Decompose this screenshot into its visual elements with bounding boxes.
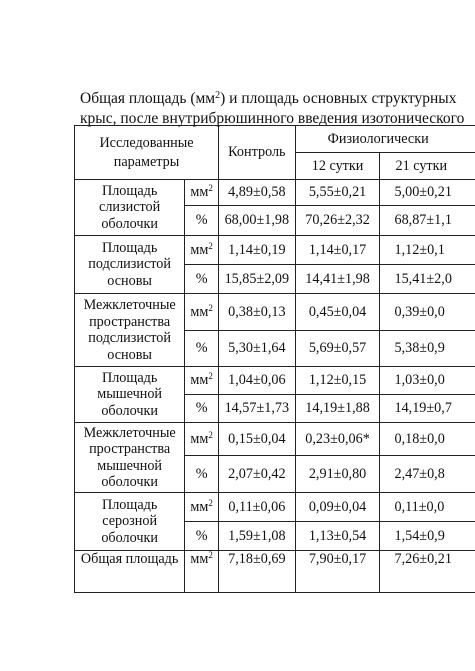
day21-value: 2,47±0,8 [380, 456, 475, 493]
day12-value: 0,23±0,06* [295, 423, 380, 456]
day21-value: 14,19±0,7 [380, 395, 475, 423]
day21-value: 5,00±0,21 [380, 180, 475, 206]
control-value: 0,38±0,13 [219, 294, 296, 331]
control-value: 0,15±0,04 [219, 423, 296, 456]
param-label: Площадь слизистой оболочки [75, 180, 185, 236]
day21-value: 0,39±0,0 [380, 294, 475, 331]
unit-cell: % [185, 522, 219, 551]
unit-cell: % [185, 456, 219, 493]
day21-value: 1,54±0,9 [380, 522, 475, 551]
day12-value: 1,14±0,17 [295, 236, 380, 265]
header-day-12: 12 сутки [295, 153, 380, 180]
control-value: 1,59±1,08 [219, 522, 296, 551]
control-value: 1,14±0,19 [219, 236, 296, 265]
param-label: Общая площадь [75, 551, 185, 593]
header-group: Физиологически [295, 126, 475, 153]
header-control: Контроль [219, 126, 296, 180]
control-value: 14,57±1,73 [219, 395, 296, 423]
day12-value: 0,09±0,04 [295, 493, 380, 522]
header-day-21: 21 сутки [380, 153, 475, 180]
day21-value: 7,26±0,21 [380, 551, 475, 593]
day12-value: 7,90±0,17 [295, 551, 380, 593]
unit-cell: $мм^2$ [185, 423, 219, 456]
control-value: 4,89±0,58 [219, 180, 296, 206]
control-value: 2,07±0,42 [219, 456, 296, 493]
day12-value: 1,13±0,54 [295, 522, 380, 551]
table-row [75, 551, 475, 593]
unit-cell: $мм^2$ [185, 551, 219, 593]
day21-value: 0,18±0,0 [380, 423, 475, 456]
table-caption [80, 89, 475, 129]
control-value: 1,04±0,06 [219, 367, 296, 395]
caption-line-2: крыс, после внутрибрюшинного введения изотонического [80, 110, 465, 127]
day12-value: 5,69±0,57 [295, 331, 380, 367]
control-value: 15,85±2,09 [219, 265, 296, 294]
day21-value: 68,87±1,1 [380, 206, 475, 236]
day21-value: 15,41±2,0 [380, 265, 475, 294]
unit-cell: % [185, 331, 219, 367]
param-label: Межклеточные пространства мышечной оболочки [75, 423, 185, 493]
day12-value: 14,41±1,98 [295, 265, 380, 294]
table-row [75, 493, 475, 522]
table-row [75, 294, 475, 331]
day12-value: 70,26±2,32 [295, 206, 380, 236]
day12-value: 2,91±0,80 [295, 456, 380, 493]
table-row [75, 423, 475, 456]
day21-value: 1,12±0,1 [380, 236, 475, 265]
unit-cell: $мм^2$ [185, 236, 219, 265]
day21-value: 5,38±0,9 [380, 331, 475, 367]
day12-value: 14,19±1,88 [295, 395, 380, 423]
unit-cell: $мм^2$ [185, 493, 219, 522]
table-row [75, 367, 475, 395]
caption-line-1: Общая площадь $(мм^2)$ и площадь основных структурных [80, 90, 457, 107]
day21-value: 0,11±0,0 [380, 493, 475, 522]
param-label: Площадь серозной оболочки [75, 493, 185, 551]
day21-value: 1,03±0,0 [380, 367, 475, 395]
data-table [74, 125, 475, 593]
day12-value: 0,45±0,04 [295, 294, 380, 331]
unit-cell: % [185, 265, 219, 294]
param-label: Площадь подслизистой основы [75, 236, 185, 294]
unit-cell: $мм^2$ [185, 367, 219, 395]
control-value: 68,00±1,98 [219, 206, 296, 236]
table-row [75, 236, 475, 265]
unit-cell: $мм^2$ [185, 180, 219, 206]
control-value: 0,11±0,06 [219, 493, 296, 522]
day12-value: 1,12±0,15 [295, 367, 380, 395]
param-label: Межклеточные пространства подслизистой основы [75, 294, 185, 367]
unit-cell: % [185, 395, 219, 423]
table-row [75, 180, 475, 206]
control-value: 5,30±1,64 [219, 331, 296, 367]
header-params: Исследованные параметры [75, 126, 219, 180]
param-label: Площадь мышечной оболочки [75, 367, 185, 423]
control-value: 7,18±0,69 [219, 551, 296, 593]
unit-cell: % [185, 206, 219, 236]
unit-cell: $мм^2$ [185, 294, 219, 331]
day12-value: 5,55±0,21 [295, 180, 380, 206]
